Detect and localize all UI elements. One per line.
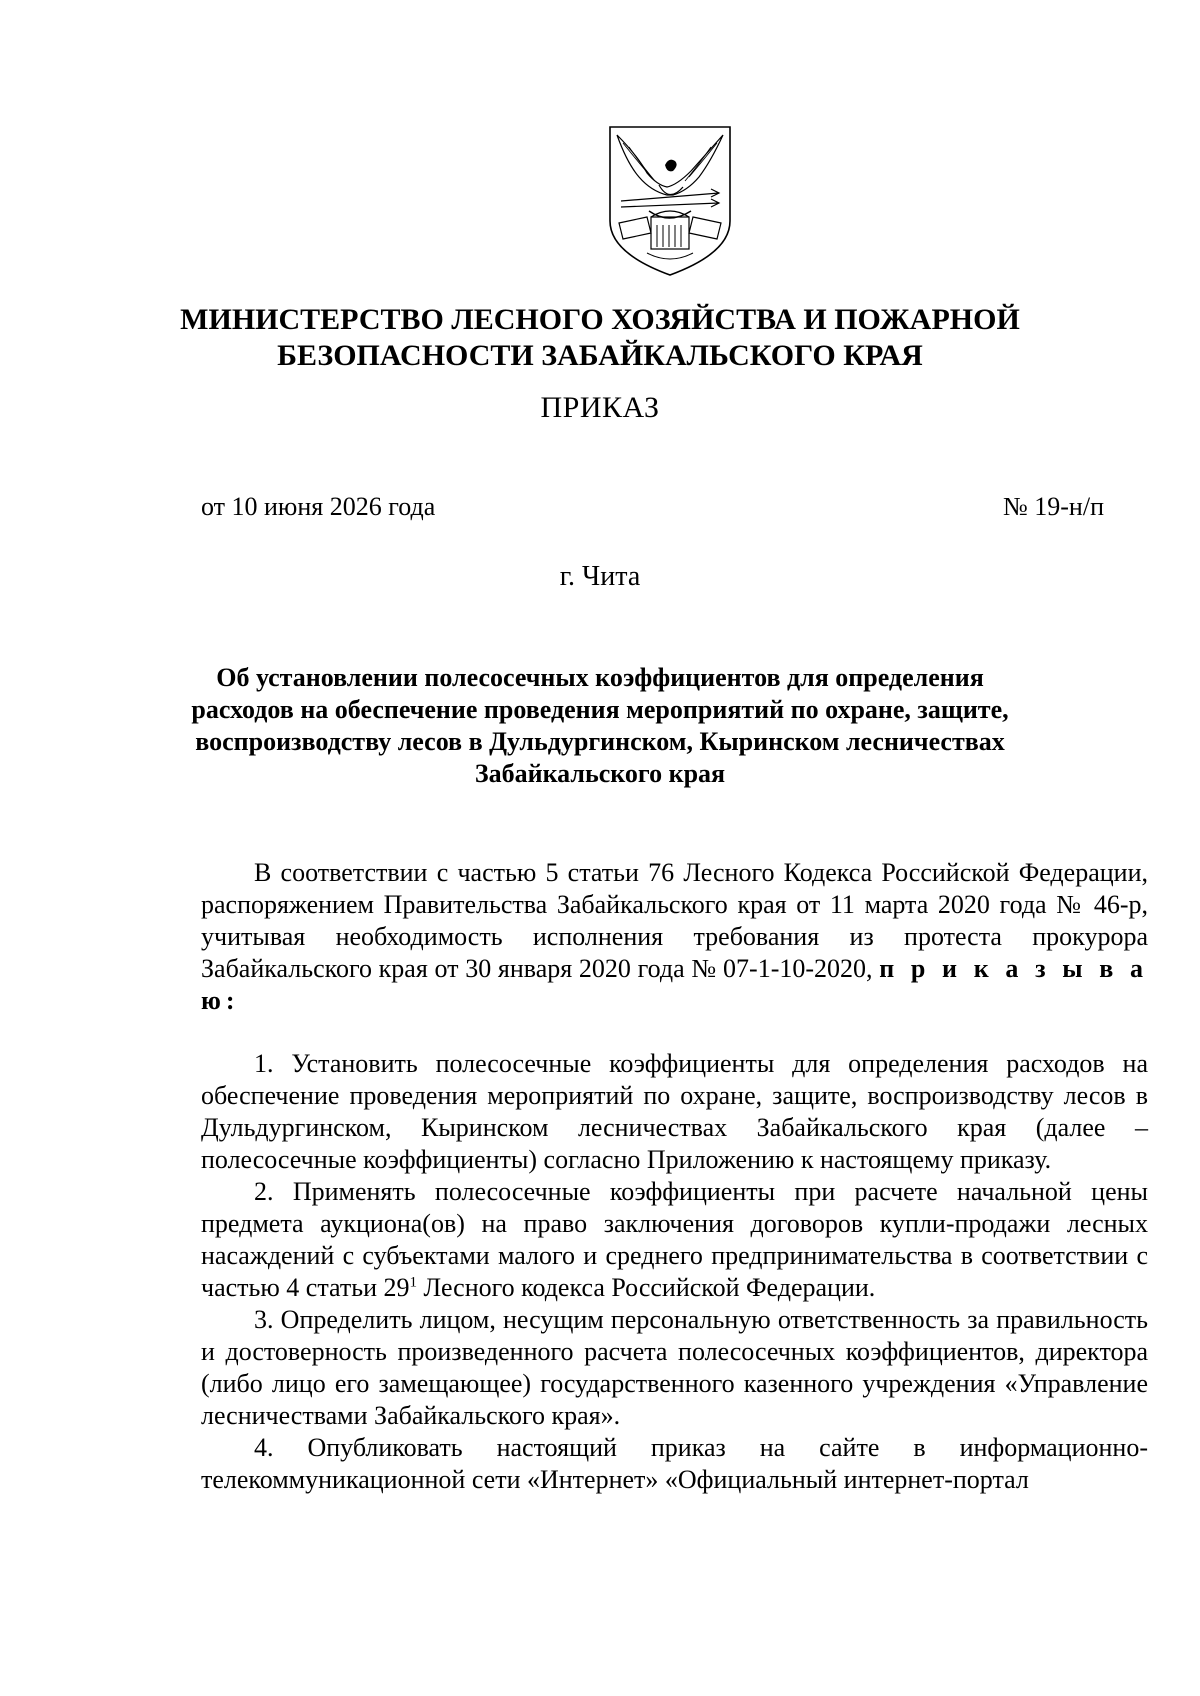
document-type: ПРИКАЗ (540, 391, 660, 424)
order-item-3: 3. Определить лицом, несущим персональную ответственность за правильность и достоверность произведенного расчета полесосечных коэффициентов, директора (либо лицо его замещающее) государственного казенного учреждения «Управление лесничествами Забайкальского края». (201, 1305, 1148, 1430)
document-number: № 19-н/п (1002, 492, 1104, 521)
ministry-name-line2: БЕЗОПАСНОСТИ ЗАБАЙКАЛЬСКОГО КРАЯ (277, 339, 923, 372)
order-item-2 (201, 1176, 1148, 1304)
document-city: г. Чита (559, 561, 641, 592)
order-item-2-text-end: Лесного кодекса Российской Федерации. (417, 1273, 876, 1302)
ministry-name-line1: МИНИСТЕРСТВО ЛЕСНОГО ХОЗЯЙСТВА И ПОЖАРНОЙ (180, 303, 1020, 336)
order-items (201, 1048, 1148, 1496)
coat-of-arms-icon (607, 125, 733, 277)
order-item-2-text: 2. Применять полесосечные коэффициенты при расчете начальной цены предмета аукциона(ов) на право заключения договоров купли-продажи лесных насаждений с субъектами малого и среднего предпринимательства в соответствии с частью 4 статьи 29 (201, 1177, 1148, 1302)
preamble (201, 857, 1148, 1017)
preamble-paragraph (201, 857, 1148, 1017)
order-item-4: 4. Опубликовать настоящий приказ на сайте в информационно-телекоммуникационной сети «Интернет» «Официальный интернет-портал (201, 1433, 1148, 1494)
preamble-text: В соответствии с частью 5 статьи 76 Лесного Кодекса Российской Федерации, распоряжением Правительства Забайкальского края от 11 марта 2020 года № 46-р, учитывая необходимость исполнения требования из протеста прокурора Забайкальского края от 30 января 2020 года № 07-1-10-2020, (201, 858, 1148, 983)
order-item-1: 1. Установить полесосечные коэффициенты для определения расходов на обеспечение проведения мероприятий по охране, защите, воспроизводству лесов в Дульдургинском, Кыринском лесничествах Забайкальского края (далее – полесосечные коэффициенты) согласно Приложению к настоящему приказу. (201, 1049, 1148, 1174)
document-subject: Об установлении полесосечных коэффициентов для определения расходов на обеспечение проведения мероприятий по охране, защите, воспроизводству лесов в Дульдургинском, Кыринском лесничествах Забайкальского края (191, 663, 1009, 788)
order-item-2-superscript: 1 (409, 1274, 418, 1291)
document-date: от 10 июня 2026 года (201, 492, 436, 521)
order-word: п р и к а з ы в а ю: (201, 954, 1148, 1015)
